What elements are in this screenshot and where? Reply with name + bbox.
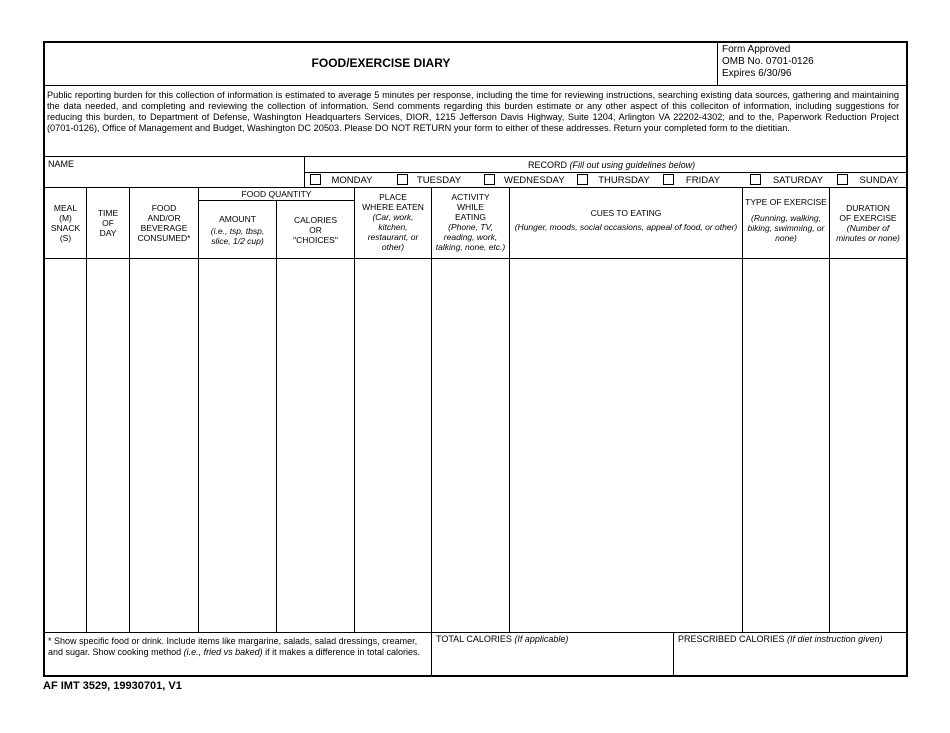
col-header-activity (432, 188, 509, 258)
header-note: (Phone, TV, (448, 222, 493, 232)
day-row-top-rule (305, 172, 906, 173)
col-header-calories (277, 201, 354, 258)
header-note: kitchen, (378, 222, 408, 232)
total-calories-field[interactable] (436, 634, 568, 644)
header-line: SNACK (50, 223, 81, 233)
header-note: none) (775, 233, 797, 243)
record-top-rule (45, 156, 906, 157)
day-label-friday: FRIDAY (685, 175, 721, 186)
record-label: RECORD (528, 160, 568, 170)
footnote-text-end: if it makes a difference in total calories. (262, 647, 421, 657)
total-calories-label: TOTAL CALORIES (436, 634, 512, 644)
header-line: TYPE OF EXERCISE (745, 197, 827, 207)
col-header-quantity (199, 188, 354, 200)
form-title: FOOD/EXERCISE DIARY (311, 56, 451, 70)
footnote-text: * Show specific food or drink. Include items like margarine, salads, salad dressings, creamer, and sugar. Show cooking method (48, 636, 418, 657)
header-note: slice, 1/2 cup) (211, 235, 264, 246)
omb-approval (722, 44, 814, 80)
header-note: (Hunger, moods, social occasions, appeal of food, or other) (514, 222, 738, 232)
prescribed-calories-label: PRESCRIBED CALORIES (678, 634, 785, 644)
header-line: EATING (454, 212, 486, 222)
header-line: MEAL (53, 203, 78, 213)
header-note: (i.e., tsp, tbsp, (210, 225, 265, 236)
prescribed-calories-field[interactable] (678, 634, 883, 644)
col-header-duration (830, 188, 906, 258)
footer-top-rule (45, 632, 906, 633)
header-note: biking, swimming, or (747, 223, 825, 233)
header-line: FOOD (151, 203, 177, 213)
col-header-amount (199, 201, 276, 258)
title-bottom-rule (45, 85, 906, 86)
day-label-tuesday: TUESDAY (416, 175, 462, 186)
header-line: CALORIES (294, 214, 337, 225)
header-line: WHILE (457, 202, 484, 212)
header-note: talking, none, etc.) (435, 242, 506, 252)
header-line: CONSUMED* (137, 233, 191, 243)
header-note: minutes or none) (836, 233, 900, 243)
name-label: NAME (48, 159, 75, 169)
col-header-time (87, 188, 129, 258)
saturday-checkbox[interactable] (750, 174, 761, 185)
footnote-example: (i.e., fried vs baked) (183, 647, 263, 657)
day-label-sunday: SUNDAY (859, 175, 899, 186)
header-line: DAY (99, 228, 117, 238)
wednesday-checkbox[interactable] (484, 174, 495, 185)
col-rule-6 (431, 188, 432, 676)
header-line: AMOUNT (219, 213, 256, 224)
day-label-wednesday: WEDNESDAY (504, 175, 565, 186)
header-line: OF EXERCISE (839, 213, 897, 223)
prescribed-calories-note: (If diet instruction given) (787, 634, 883, 644)
header-line: OR (309, 224, 322, 235)
header-line: (M) (59, 213, 72, 223)
header-line: OF (102, 218, 114, 228)
header-line: FOOD QUANTITY (241, 189, 312, 199)
header-line: DURATION (846, 203, 890, 213)
col-header-cues (510, 188, 742, 258)
col-header-food (130, 188, 198, 258)
header-note: (Running, walking, (751, 213, 821, 223)
total-calories-note: (If applicable) (514, 634, 569, 644)
header-line: BEVERAGE (140, 223, 188, 233)
record-note: (Fill out using guidelines below) (569, 160, 696, 170)
day-label-saturday: SATURDAY (772, 175, 824, 186)
friday-checkbox[interactable] (663, 174, 674, 185)
col-header-exercise (743, 188, 829, 258)
header-line: "CHOICES" (293, 234, 338, 245)
header-note: restaurant, or (367, 232, 419, 242)
col-rule-4 (276, 201, 277, 632)
title-divider (717, 43, 718, 85)
day-label-monday: MONDAY (331, 175, 373, 186)
header-note: other) (381, 242, 405, 252)
header-note: (Car, work, (372, 212, 414, 222)
footer-divider (673, 632, 674, 676)
header-line: AND/OR (147, 213, 181, 223)
header-bottom-rule (45, 258, 906, 259)
header-line: WHERE EATEN (362, 202, 424, 212)
form-frame (43, 41, 908, 677)
tuesday-checkbox[interactable] (397, 174, 408, 185)
header-line: CUES TO EATING (590, 208, 662, 218)
sunday-checkbox[interactable] (837, 174, 848, 185)
day-label-thursday: THURSDAY (598, 175, 650, 186)
header-line: TIME (97, 208, 119, 218)
header-line: PLACE (379, 192, 407, 202)
monday-checkbox[interactable] (310, 174, 321, 185)
header-line: ACTIVITY (451, 192, 490, 202)
form-identifier: AF IMT 3529, 19930701, V1 (43, 680, 182, 692)
header-note: reading, work, (443, 232, 498, 242)
header-note: (Number of (846, 223, 890, 233)
footnote (48, 636, 426, 658)
approval-line: Form Approved (722, 44, 791, 55)
header-line: (S) (59, 233, 72, 243)
omb-number: OMB No. 0701-0126 (722, 56, 814, 67)
expiration-date: Expires 6/30/96 (722, 68, 792, 79)
record-heading (528, 160, 695, 170)
col-header-place (355, 188, 431, 258)
burden-statement: Public reporting burden for this collection of information is estimated to average 5 minutes per response, including the time for reviewing instructions, searching existing data sources, gathering and maintaining the data needed, and completing and reviewing the collection of information. Send comments regarding this burden estimate or any other aspect of this colleciton of information, including suggestions for reducing this burden, to Department of Defense, Washington Headquarters Services, DIOR, 1215 Jefferson Davis Highway, Suite 1204, Arlington VA 22202-4302; and to the, Paperwork Reduction Project (0701-0126), Office of Management and Budget, Washington DC 20503. Please DO NOT RETURN your form to either of these addresses. Return your completed form to the dietitian. (47, 90, 899, 133)
thursday-checkbox[interactable] (577, 174, 588, 185)
col-header-meal (45, 188, 86, 258)
